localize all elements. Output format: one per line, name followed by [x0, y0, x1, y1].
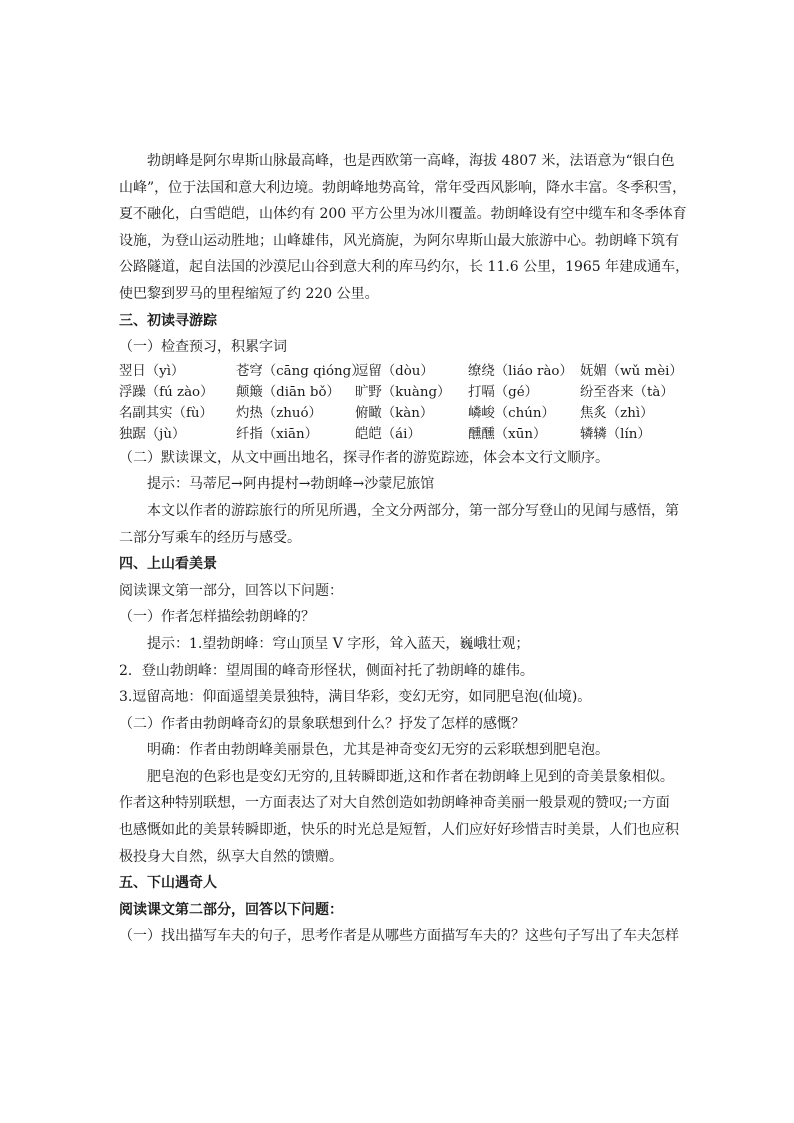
vocab-item: 独踞（jù）: [119, 426, 186, 442]
vocab-item: 妩媚（wǔ mèi）: [580, 363, 683, 379]
section4-q1-hint: 提示：1.望勃朗峰：穹山顶呈 V 字形，耸入蓝天，巍峨壮观；: [147, 635, 530, 652]
intro-line-1: 勃朗峰是阿尔卑斯山脉最高峰，也是西欧第一高峰，海拔 4807 米，法语意为“银白色: [147, 153, 675, 169]
section4-q2-line-2: 作者这种特别联想，一方面表达了对大自然创造如勃朗峰神奇美丽一般景观的赞叹;一方面: [119, 795, 670, 812]
section4-q1: （一）作者怎样描绘勃朗峰的？: [119, 609, 315, 626]
vocab-item: 焦炙（zhì）: [580, 405, 654, 421]
section4-heading: 四、上山看美景: [119, 556, 217, 573]
section4-q2-line-3: 也感慨如此的美景转瞬即逝，快乐的时光总是短暂，人们应好好珍惜吉时美景，人们也应积: [119, 822, 679, 839]
section3-heading: 三、初读寻游踪: [119, 312, 217, 329]
vocab-item: 逗留（dòu）: [355, 363, 434, 379]
intro-paragraph: [119, 148, 690, 308]
vocab-item: 俯瞰（kàn）: [355, 405, 434, 421]
vocab-item: 纷至沓来（tà）: [580, 384, 674, 400]
vocab-row: [119, 382, 681, 403]
section5-heading: 五、下山遇奇人: [119, 875, 217, 892]
vocab-item: 翌日（yì）: [119, 363, 185, 379]
section4-q2-line-4: 极投身大自然，纵享大自然的馈赠。: [119, 848, 343, 865]
vocab-item: 名副其实（fù）: [119, 405, 213, 421]
section4-q1-point2: 2．登山勃朗峰：望周围的峰奇形怪状，侧面衬托了勃朗峰的雄伟。: [119, 662, 534, 679]
vocab-item: 皑皑（ái）: [355, 426, 421, 442]
section5-q1: （一）找出描写车夫的句子，思考作者是从哪些方面描写车夫的？这些句子写出了车夫怎样: [119, 928, 679, 945]
vocab-row: [119, 361, 681, 382]
section4-q2-line-1: 肥皂泡的色彩也是变幻无穷的,且转瞬即逝,这和作者在勃朗峰上见到的奇美景象相似。: [147, 768, 674, 785]
intro-line-3: 夏不融化，白雪皑皑，山体约有 200 平方公里为冰川覆盖。勃朗峰设有空中缆车和冬季体育: [119, 206, 687, 223]
vocab-item: 苍穹（cāng qióng）: [236, 363, 365, 379]
section3-hint: 提示：马蒂尼→阿冉提村→勃朗峰→沙蒙尼旅馆: [147, 476, 435, 493]
intro-line-2: 山峰”，位于法国和意大利边境。勃朗峰地势高耸，常年受西风影响，降水丰富。冬季积雪，: [119, 179, 687, 196]
vocab-item: 浮躁（fú zào）: [119, 384, 214, 400]
vocab-row: [119, 403, 681, 424]
section3-summary-line-2: 二部分写乘车的经历与感受。: [119, 529, 301, 546]
vocab-item: 辚辚（lín）: [580, 426, 651, 442]
vocab-item: 缭绕（liáo rào）: [468, 363, 573, 379]
vocab-item: 嶙峻（chún）: [468, 405, 555, 421]
intro-line-5: 公路隧道，起自法国的沙漠尼山谷到意大利的库马约尔，长 11.6 公里，1965 年建成通车，: [119, 259, 690, 276]
vocab-table: [119, 361, 681, 445]
section4-intro: 阅读课文第一部分，回答以下问题：: [119, 582, 343, 599]
document-page: [119, 148, 690, 950]
vocab-item: 纤指（xiān）: [236, 426, 319, 442]
section3-summary-line-1: 本文以作者的游踪旅行的所见所遇，全文分两部分，第一部分写登山的见闻与感悟，第: [147, 502, 679, 519]
section4-q2-answer: 明确：作者由勃朗峰美丽景色，尤其是神奇变幻无穷的云彩联想到肥皂泡。: [147, 742, 609, 759]
section3-sub1: （一）检查预习，积累字词: [119, 339, 287, 356]
section5-intro: 阅读课文第二部分，回答以下问题：: [119, 901, 343, 918]
intro-line-4: 设施，为登山运动胜地；山峰雄伟，风光旖旎，为阿尔卑斯山最大旅游中心。勃朗峰下筑有: [119, 232, 679, 249]
intro-line-6: 使巴黎到罗马的里程缩短了约 220 公里。: [119, 285, 379, 302]
vocab-item: 颠簸（diān bǒ）: [236, 384, 340, 400]
section3-sub2: （二）默读课文，从文中画出地名，探寻作者的游览踪迹，体会本文行文顺序。: [119, 449, 609, 466]
vocab-item: 打嗝（gé）: [468, 384, 539, 400]
vocab-item: 旷野（kuàng）: [355, 384, 451, 400]
section4-q2: （二）作者由勃朗峰奇幻的景象联想到什么？抒发了怎样的感慨？: [119, 715, 525, 732]
vocab-item: 灼热（zhuó）: [236, 405, 322, 421]
vocab-item: 醺醺（xūn）: [468, 426, 547, 442]
vocab-row: [119, 424, 681, 445]
section4-q1-point3: 3.逗留高地：仰面遥望美景独特，满目华彩，变幻无穷，如同肥皂泡(仙境)。: [119, 689, 592, 706]
